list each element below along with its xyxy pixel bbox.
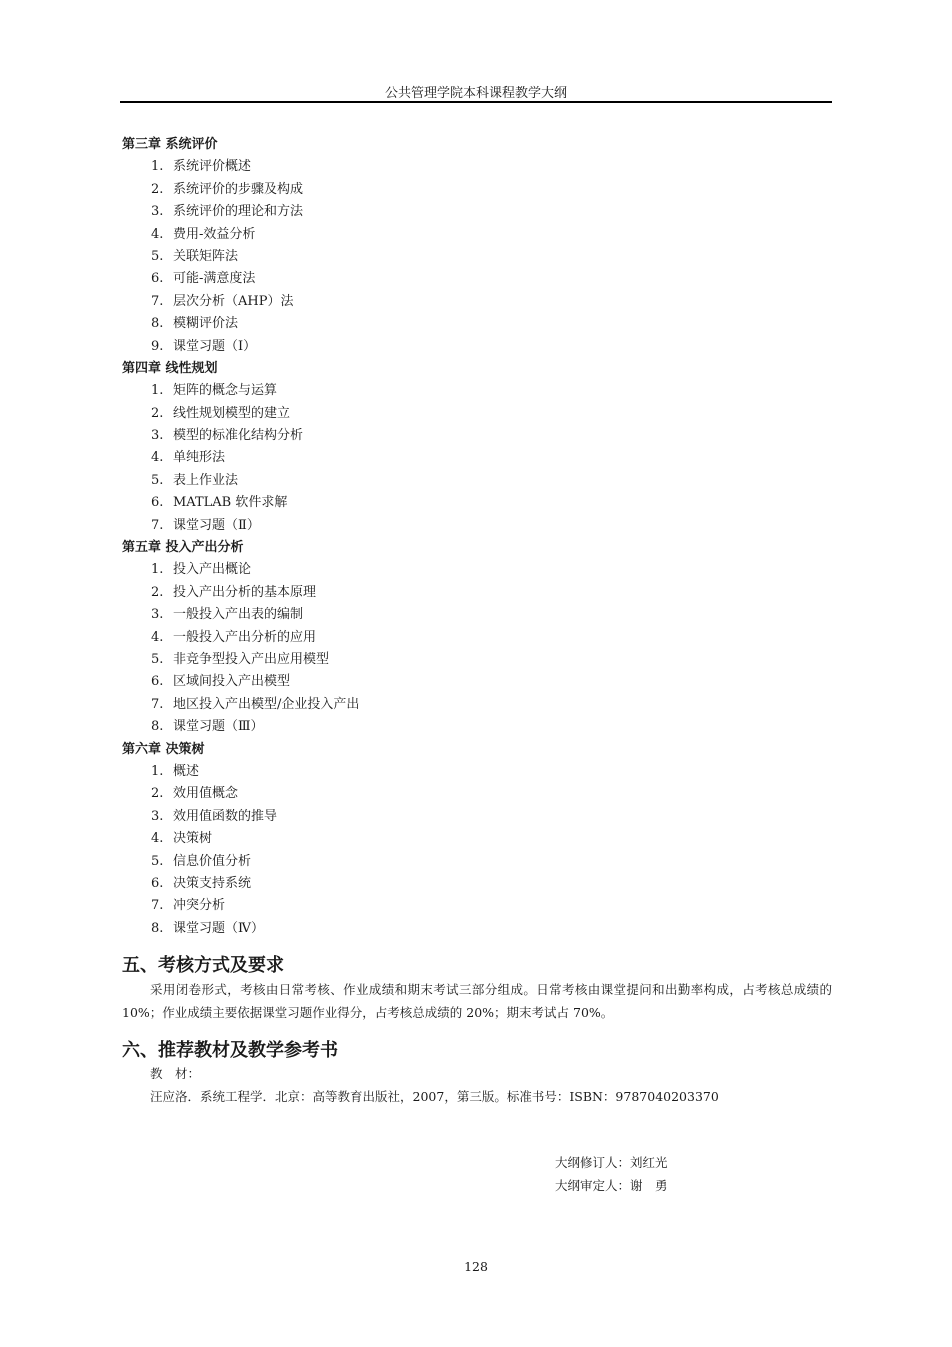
outline-item: [122, 806, 832, 828]
item-number: 6.: [151, 495, 164, 511]
outline-item: [122, 671, 832, 693]
outline-item: [122, 380, 832, 402]
item-number: 2.: [151, 181, 164, 197]
item-number: 4.: [151, 629, 164, 645]
item-text: 表上作业法: [173, 472, 239, 488]
outline-item: [122, 268, 832, 290]
textbook-label: 教 材：: [150, 1066, 201, 1081]
item-number: 4.: [151, 226, 164, 242]
outline-item: [122, 425, 832, 447]
item-text: 模型的标准化结构分析: [173, 428, 304, 444]
chapter-title: 第六章 决策树: [122, 741, 205, 757]
outline-item: [122, 447, 832, 469]
outline-item: [122, 783, 832, 805]
item-text: 一般投入产出分析的应用: [173, 629, 317, 645]
item-text: 概述: [173, 763, 200, 779]
item-number: 4.: [151, 450, 164, 466]
item-text: 课堂习题（Ⅰ）: [173, 338, 257, 354]
outline-item: [122, 716, 832, 738]
item-text: 非竞争型投入产出应用模型: [173, 651, 330, 667]
item-number: 6.: [151, 674, 164, 690]
item-number: 7.: [151, 293, 164, 309]
item-number: 4.: [151, 831, 164, 847]
item-number: 5.: [151, 853, 164, 869]
item-text: 系统评价的步骤及构成: [173, 181, 304, 197]
item-text: 关联矩阵法: [173, 248, 239, 264]
page-number: 128: [464, 1259, 488, 1274]
chapter-title: 第四章 线性规划: [122, 360, 218, 376]
item-text: 投入产出概论: [173, 562, 252, 578]
outline-item: [122, 559, 832, 581]
item-text: 线性规划模型的建立: [173, 405, 291, 421]
item-text: 费用-效益分析: [173, 226, 256, 242]
outline-item: [122, 918, 832, 940]
item-text: 模糊评价法: [173, 316, 239, 332]
item-text: 决策树: [173, 831, 213, 847]
chapter-title: 第三章 系统评价: [122, 137, 218, 152]
references-heading: 六、推荐教材及教学参考书: [122, 1040, 338, 1061]
item-number: 2.: [151, 786, 164, 802]
item-text: 地区投入产出模型/企业投入产出: [173, 696, 360, 712]
chapter-title: 第五章 投入产出分析: [122, 540, 244, 556]
outline-item: [122, 313, 832, 335]
outline-item: [122, 224, 832, 246]
item-number: 1.: [151, 763, 164, 779]
reviser-line: 大纲修订人：刘红光: [555, 1155, 668, 1170]
item-text: 决策支持系统: [173, 875, 252, 891]
outline-item: [122, 336, 832, 358]
outline-item: [122, 403, 832, 425]
item-text: 系统评价的理论和方法: [173, 204, 304, 220]
item-text: 投入产出分析的基本原理: [173, 584, 317, 600]
outline-item: [122, 291, 832, 313]
assessment-heading: 五、考核方式及要求: [122, 955, 284, 976]
item-number: 5.: [151, 248, 164, 264]
item-text: 课堂习题（Ⅳ）: [173, 920, 264, 936]
item-text: 区域间投入产出模型: [173, 674, 291, 690]
outline-item: [122, 649, 832, 671]
item-number: 9.: [151, 338, 164, 354]
item-number: 1.: [151, 383, 164, 399]
item-number: 8.: [151, 719, 164, 735]
outline-item: [122, 201, 832, 223]
outline-item: [122, 828, 832, 850]
outline-item: [122, 851, 832, 873]
item-number: 5.: [151, 472, 164, 488]
outline-item: [122, 604, 832, 626]
item-number: 6.: [151, 271, 164, 287]
reviewer-line: 大纲审定人：谢 勇: [555, 1178, 668, 1193]
item-text: 冲突分析: [173, 898, 226, 914]
outline-item: [122, 515, 832, 537]
outline-item: [122, 179, 832, 201]
item-number: 1.: [151, 562, 164, 578]
item-text: 一般投入产出表的编制: [173, 607, 304, 623]
item-number: 7.: [151, 517, 164, 533]
item-number: 1.: [151, 159, 164, 175]
header-rule: [120, 101, 832, 103]
item-text: MATLAB 软件求解: [173, 495, 288, 511]
outline-item: [122, 761, 832, 783]
item-text: 单纯形法: [173, 450, 226, 466]
outline-item: [122, 470, 832, 492]
assessment-paragraph: 采用闭卷形式，考核由日常考核、作业成绩和期末考试三部分组成。日常考核由课堂提问和出勤率构成，占考核总成绩的 10%；作业成绩主要依据课堂习题作业得分，占考核总成绩的 20%；期末考试占 70%。: [122, 982, 832, 1020]
item-number: 3.: [151, 428, 164, 444]
item-number: 6.: [151, 875, 164, 891]
item-number: 3.: [151, 607, 164, 623]
course-outline: [122, 134, 832, 940]
item-number: 7.: [151, 696, 164, 712]
item-number: 3.: [151, 204, 164, 220]
item-text: 层次分析（AHP）法: [173, 293, 294, 309]
item-text: 可能-满意度法: [173, 271, 256, 287]
outline-item: [122, 492, 832, 514]
outline-item: [122, 895, 832, 917]
page-header-title: 公共管理学院本科课程教学大纲: [384, 86, 567, 101]
item-number: 2.: [151, 584, 164, 600]
outline-item: [122, 246, 832, 268]
outline-item: [122, 582, 832, 604]
item-number: 3.: [151, 808, 164, 824]
item-text: 信息价值分析: [173, 853, 252, 869]
item-number: 7.: [151, 898, 164, 914]
outline-item: [122, 627, 832, 649]
outline-item: [122, 156, 832, 178]
item-number: 8.: [151, 316, 164, 332]
outline-item: [122, 694, 832, 716]
outline-item: [122, 873, 832, 895]
item-number: 8.: [151, 920, 164, 936]
item-text: 课堂习题（Ⅱ）: [173, 517, 260, 533]
item-text: 系统评价概述: [173, 159, 252, 175]
item-text: 课堂习题（Ⅲ）: [173, 719, 264, 735]
textbook-citation: 汪应洛．系统工程学．北京：高等教育出版社，2007，第三版。标准书号：ISBN：9787040203370: [150, 1089, 719, 1104]
item-number: 2.: [151, 405, 164, 421]
item-text: 效用值概念: [173, 786, 239, 802]
item-text: 效用值函数的推导: [173, 808, 278, 824]
item-number: 5.: [151, 651, 164, 667]
item-text: 矩阵的概念与运算: [173, 383, 278, 399]
